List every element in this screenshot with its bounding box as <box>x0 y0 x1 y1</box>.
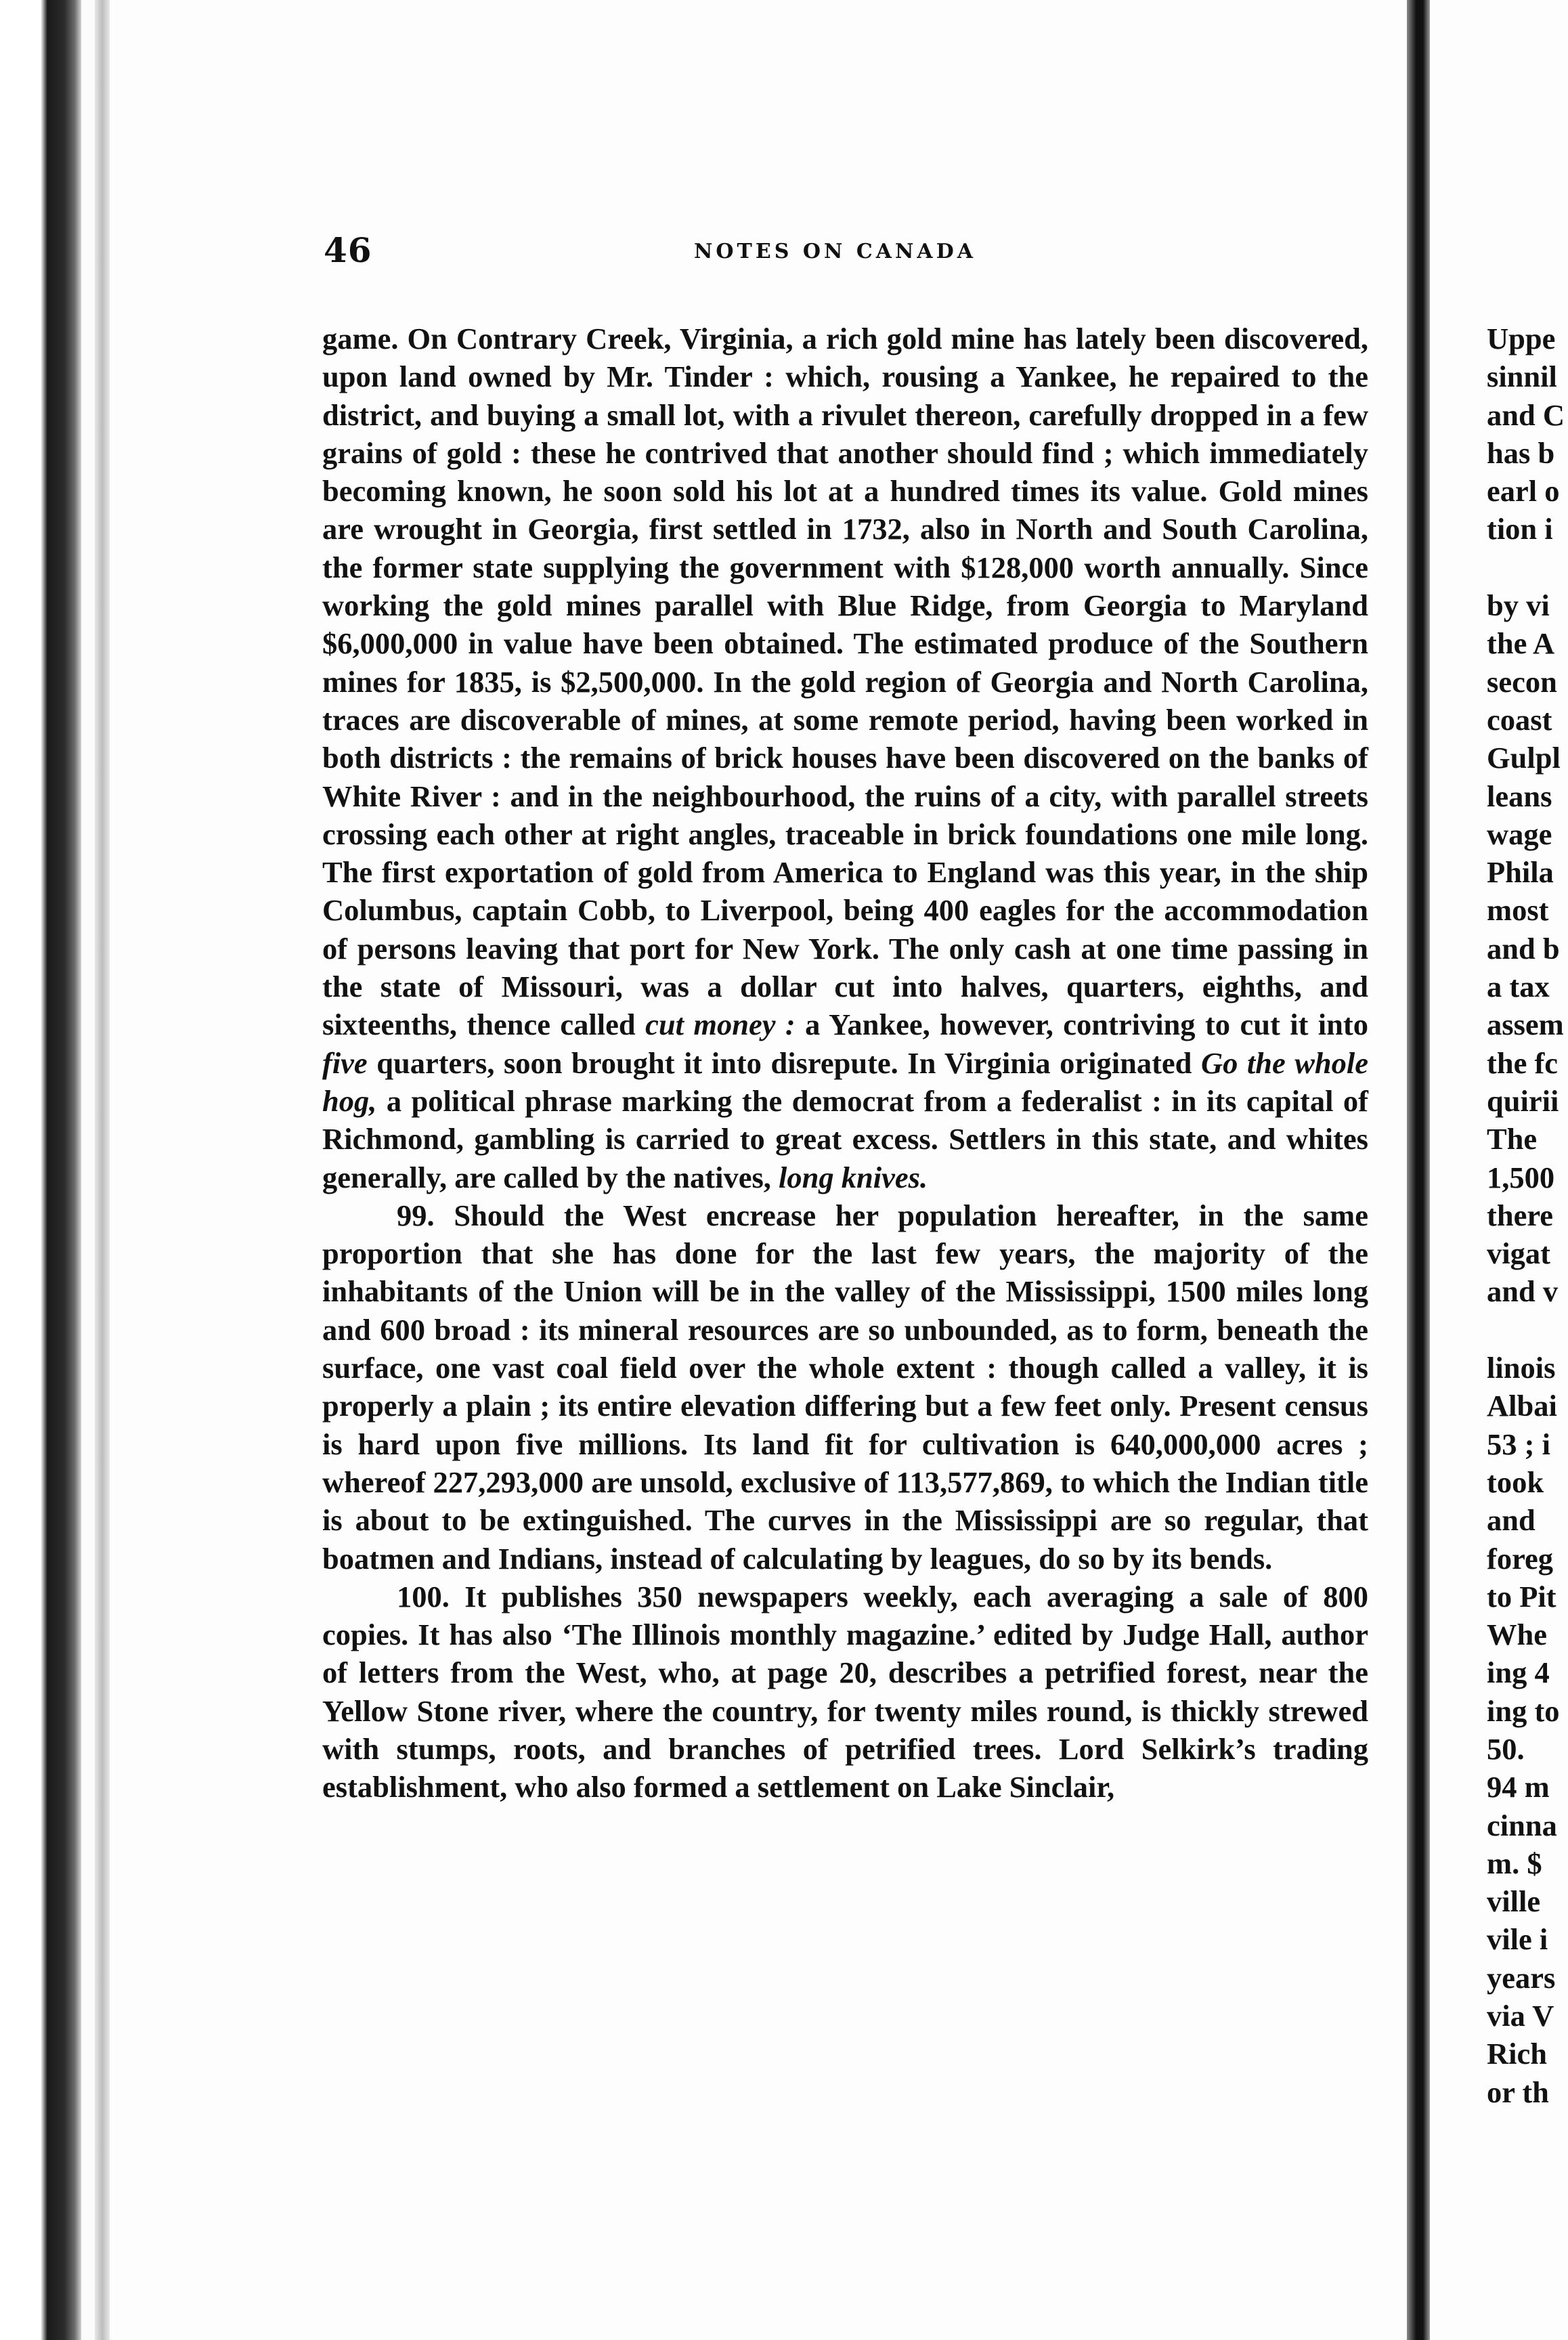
right-page-line: assem <box>1487 1008 1564 1042</box>
right-page-line: and b <box>1487 931 1560 966</box>
right-page-line: tion i <box>1487 512 1553 546</box>
right-page-line: 94 m <box>1487 1770 1550 1804</box>
italic-phrase: Go the whole hog, <box>322 1045 1368 1118</box>
right-page-line: wage <box>1487 817 1552 851</box>
right-page-line: cinna <box>1487 1808 1557 1842</box>
paragraph-99: 99. Should the West encrease her population hereafter, in the same proportion that she has done for the last few years, the majority of the inhabitants of the Union will be in the valley of the Mississippi, 1500 miles long and 600 broad : its mineral resources are so unbounded, as to form, beneath the surface, one vast coal field over the whole extent : though called a valley, it is properly a plain ; its entire elevation differing but a few feet only. Present census is hard upon five millions. Its land fit for cultivation is 640,000,000 acres ; whereof 227,293,000 are unsold, exclusive of 113,577,869, to which the Indian title is about to be extinguished. The curves in the Mississippi are so regular, that boatmen and Indians, instead of calculating by leagues, do so by its bends. <box>322 1198 1368 1576</box>
right-page-line: leans <box>1487 779 1552 813</box>
italic-phrase: five <box>322 1045 368 1080</box>
right-page-line: Phila <box>1487 855 1554 890</box>
right-page-line: and C <box>1487 397 1565 432</box>
right-page-line: most <box>1487 893 1549 928</box>
right-page-line: to Pit <box>1487 1579 1556 1613</box>
right-page-gutter <box>1407 0 1430 2340</box>
page-header <box>324 230 1366 271</box>
book-binding-edge <box>0 0 81 2340</box>
right-page-line <box>1487 1311 1568 1349</box>
text-run: quarters, soon brought it into disrepute. In Virginia originated <box>367 1045 1201 1080</box>
right-page-line: sinnil <box>1487 360 1557 394</box>
right-page-line: linois <box>1487 1351 1556 1385</box>
right-page-line: 50. <box>1487 1731 1525 1766</box>
running-head: NOTES ON CANADA <box>694 240 976 263</box>
right-page-line: there <box>1487 1198 1554 1232</box>
right-page-line: and v <box>1487 1274 1559 1309</box>
text-run: a Yankee, however, contriving to cut it into <box>795 1008 1368 1042</box>
text-run: a political phrase marking the democrat from a federalist : in its capital of Richmond, gambling is carried to great excess. Settlers in this state, and whites generally, are called by the natives, <box>322 1083 1368 1194</box>
page-fold-shadow <box>95 0 110 2340</box>
right-page-line: the A <box>1487 626 1555 661</box>
right-page-line: Uppe <box>1487 322 1556 355</box>
right-page-line: The <box>1487 1122 1538 1156</box>
right-page-line: secon <box>1487 664 1557 699</box>
paragraph-98-continued <box>322 320 1368 1196</box>
text-run: game. On Contrary Creek, Virginia, a rich gold mine has lately been discovered, upon land owned by Mr. Tinder : which, rousing a Yankee, he repaired to the district, and buying a small lot, with a rivulet thereon, carefully dropped in a few grains of gold : these he contrived that another should find ; which immediately becoming known, he soon sold his lot at a hundred times its value. Gold mines are wrought in Georgia, first settled in 1732, also in North and South Carolina, the former state supplying the government with $128,000 worth annually. Since working the gold mines parallel with Blue Ridge, from Georgia to Maryland $6,000,000 in value have been obtained. The estimated produce of the Southern mines for 1835, is $2,500,000. In the gold region of Georgia and North Carolina, traces are discoverable of mines, at some remote period, having been worked in both districts : the remains of brick houses have been discovered on the banks of White River : and in the neighbourhood, the ruins of a city, with parallel streets crossing each other at right angles, traceable in brick foundations one mile long. The first exportation of gold from America to England was this year, in the ship Columbus, captain Cobb, to Liverpool, being 400 eagles for the accommodation of persons leaving that port for New York. The only cash at one time passing in the state of Missouri, was a dollar cut into halves, quarters, eighths, and sixteenths, thence called <box>322 322 1368 1042</box>
right-page-line: vigat <box>1487 1236 1550 1271</box>
right-page-line: m. $ <box>1487 1846 1542 1880</box>
right-page-line: via V <box>1487 1999 1554 2033</box>
right-page-line <box>1487 548 1568 586</box>
paragraph-100: 100. It publishes 350 newspapers weekly, each averaging a sale of 800 copies. It has also ‘The Illinois monthly magazine.’ edited by Judge Hall, author of letters from the West, who, at page 20, describes a petrified forest, near the Yellow Stone river, where the country, for twenty miles round, is thickly strewed with stumps, roots, and branches of petrified trees. Lord Selkirk’s trading establishment, who also formed a settlement on Lake Sinclair, <box>322 1579 1368 1804</box>
right-page-line: or th <box>1487 2075 1549 2109</box>
right-page-text-fragments <box>1487 320 1568 2111</box>
right-page-line: and <box>1487 1503 1536 1538</box>
right-page-line: has b <box>1487 435 1555 470</box>
right-page-line: quirii <box>1487 1083 1559 1118</box>
right-page-line: vile i <box>1487 1922 1548 1957</box>
body-text <box>322 320 1368 1806</box>
right-page-line: by vi <box>1487 588 1550 623</box>
right-page-line: ville <box>1487 1884 1541 1919</box>
italic-phrase: long knives. <box>779 1160 928 1194</box>
right-page-line: years <box>1487 1960 1556 1995</box>
right-page-line: 53 ; i <box>1487 1427 1550 1461</box>
right-page-line: the fc <box>1487 1045 1559 1080</box>
right-page-line: earl o <box>1487 474 1560 508</box>
right-page-line: Gulpl <box>1487 741 1561 775</box>
right-page-line: Albai <box>1487 1389 1557 1423</box>
italic-phrase: cut money : <box>645 1008 796 1042</box>
right-page-line: a tax <box>1487 970 1550 1004</box>
right-page-line: 1,500 <box>1487 1160 1555 1194</box>
right-page-line: coast <box>1487 702 1552 737</box>
right-page-line: Rich <box>1487 2037 1547 2071</box>
right-page-line: took <box>1487 1465 1544 1499</box>
right-page-line: Whe <box>1487 1618 1547 1652</box>
right-page-line: ing 4 <box>1487 1655 1550 1690</box>
right-page-line: foreg <box>1487 1541 1554 1576</box>
right-page-line: ing to <box>1487 1693 1560 1728</box>
page-number: 46 <box>324 230 372 270</box>
